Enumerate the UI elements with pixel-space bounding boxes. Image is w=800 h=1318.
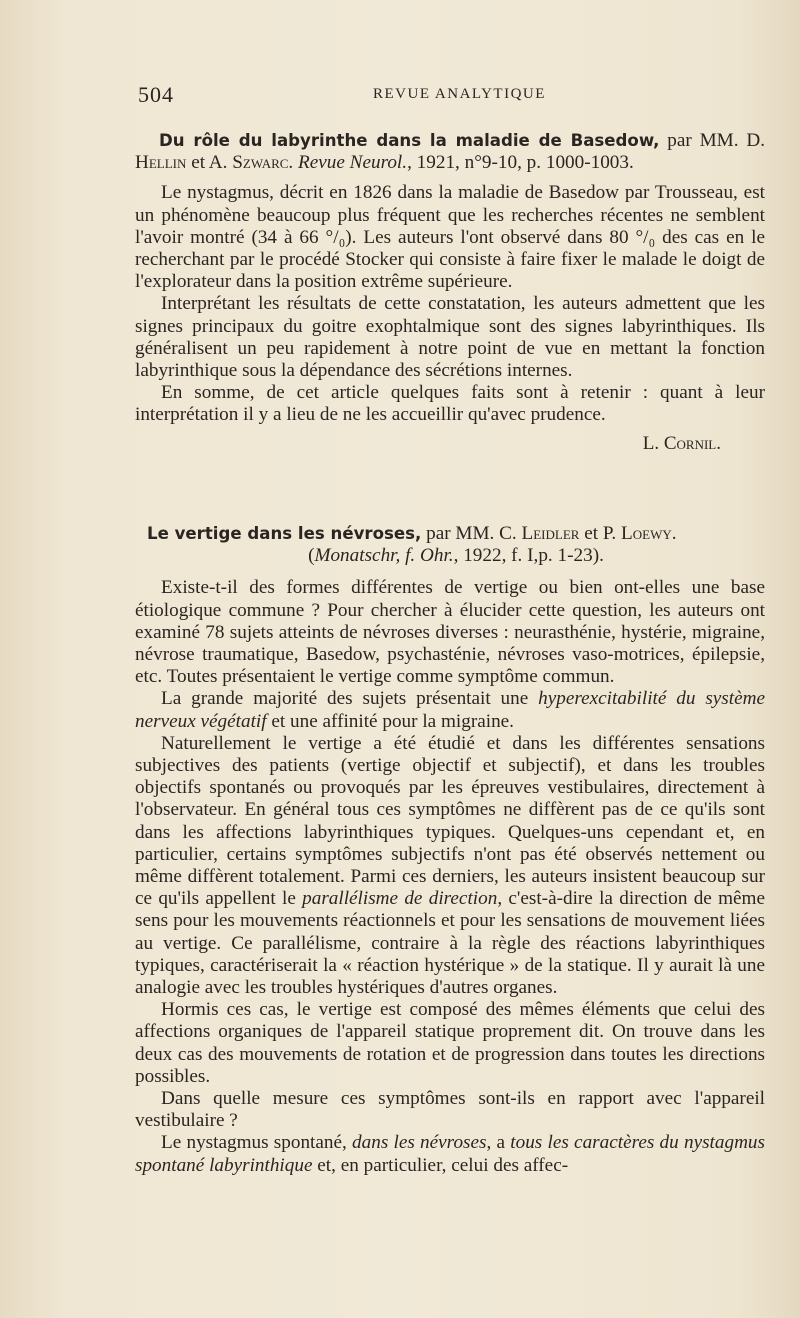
signature-initial: L. xyxy=(642,432,660,454)
signature xyxy=(135,433,721,455)
citation-details: , 1921, n°9-10, p. 1000-1003. xyxy=(407,152,634,174)
author-name: Hellin xyxy=(135,152,187,174)
paragraph xyxy=(135,733,765,999)
paragraph: En somme, de cet article quelques faits sont à retenir : quant à leur interprétation il y a lieu de ne les accueillir qu'avec prudence. xyxy=(135,382,765,426)
emphasis: dans les névroses xyxy=(352,1132,487,1154)
paragraph: Hormis ces cas, le vertige est composé des mêmes éléments que celui des affections organiques de l'appareil statique proprement dit. On trouve dans les deux cas des mouvements de rotation et de progression dans toutes les directions possibles. xyxy=(135,999,765,1087)
paragraph xyxy=(135,1132,765,1176)
signature-name: Cornil. xyxy=(663,432,721,454)
emphasis: parallélisme de direction xyxy=(302,888,498,910)
article-title: Du rôle du labyrinthe dans la maladie de Basedow, xyxy=(159,131,660,150)
author-name: Szwarc. xyxy=(232,152,294,174)
journal-name: Monatschr, f. Ohr. xyxy=(314,545,454,567)
article-heading xyxy=(135,523,765,567)
source-line xyxy=(135,545,765,567)
text-run: La grande majorité des sujets présentait une xyxy=(161,688,539,710)
text-run: Le nystagmus spontané, xyxy=(161,1132,353,1154)
page-number: 504 xyxy=(138,82,174,107)
running-title: REVUE ANALYTIQUE xyxy=(373,86,546,102)
paragraph: Le nystagmus, décrit en 1826 dans la maladie de Basedow par Trousseau, est un phénomène beaucoup plus fréquent que les recherches récentes ne semblent l'avoir montré (34 à 66 °/₀). Les auteurs l'ont observé dans 80 °/₀ des cas en le recherchant par le procédé Stocker qui consiste à faire fixer le malade le doigt de l'explorateur dans la position extrême supérieure. xyxy=(135,182,765,293)
author-name: Loewy. xyxy=(621,523,677,544)
text-run: Naturellement le vertige a été étudié et dans les différentes sensations subjectives des patients (vertige objectif et subjectif), et dans les troubles objectifs spontanés ou provoqués par les épreuves vestibulaires, directement à l'observateur. En général tous ces symptômes ne diffèrent pas de ce qu'ils sont dans les affections labyrinthiques typiques. Quelques-uns cependant et, en particulier, certains symptômes subjectifs n'ont pas été observés nettement ou même diffèrent totalement. Parmi ces derniers, les auteurs insistent beaucoup sur ce qu'ils appellent le xyxy=(135,732,765,910)
article-title: Le vertige dans les névroses, xyxy=(147,524,422,543)
journal-name: Revue Neurol. xyxy=(298,152,408,174)
text-run: et, en particulier, celui des affec- xyxy=(312,1154,569,1176)
text-run: , c'est-à-dire la direction de même sens pour les mouvements réactionnels et pour les sensations de mouvement liées au vertige. Ce parallélisme, contraire à la règle des réactions labyrinthiques typiques, caractériserait la « réaction hystérique » de la statique. Il y aurait là une analogie avec les troubles hystériques d'autres organes. xyxy=(135,888,765,999)
article-leidler-loewy xyxy=(135,523,765,1177)
citation-details: , 1922, f. I,p. 1-23). xyxy=(453,545,604,567)
paragraph: Existe-t-il des formes différentes de vertige ou bien ont-elles une base étiologique commune ? Pour chercher à élucider cette question, les auteurs ont examiné 78 sujets atteints de névroses diverses : neurasthénie, hystérie, migraine, névrose traumatique, Basedow, psychasténie, névroses vaso-motrices, épilepsie, etc. Toutes présentaient le vertige comme symptôme commun. xyxy=(135,577,765,688)
authors-joiner: et A. xyxy=(191,152,228,174)
paragraph: Interprétant les résultats de cette constatation, les auteurs admettent que les signes principaux du goitre exophtalmique sont des signes labyrinthiques. Ils généralisent un peu rapidement à notre point de vue en mettant la fonction labyrinthique sous la dépendance des sécrétions internes. xyxy=(135,293,765,382)
article-par: par xyxy=(667,130,692,151)
emphasis: hyperexcitabilité du système nerveux végétatif xyxy=(135,688,765,732)
emphasis: tous les caractères du nystagmus spontané labyrinthique xyxy=(135,1132,765,1176)
authors-joiner: et P. xyxy=(584,523,617,544)
article-hellin-szwarc xyxy=(135,130,765,455)
paragraph: Dans quelle mesure ces symptômes sont-ils en rapport avec l'appareil vestibulaire ? xyxy=(135,1088,765,1132)
author-name: Leidler xyxy=(521,523,580,544)
paragraph xyxy=(135,688,765,732)
text-run: et une affinité pour la migraine. xyxy=(266,710,514,732)
article-heading xyxy=(135,130,765,174)
authors-prefix: MM. D. xyxy=(699,130,766,151)
running-header xyxy=(138,82,764,108)
text-run: , a xyxy=(486,1132,511,1154)
article-par: par MM. C. xyxy=(426,523,517,544)
source-open: ( xyxy=(308,545,315,567)
